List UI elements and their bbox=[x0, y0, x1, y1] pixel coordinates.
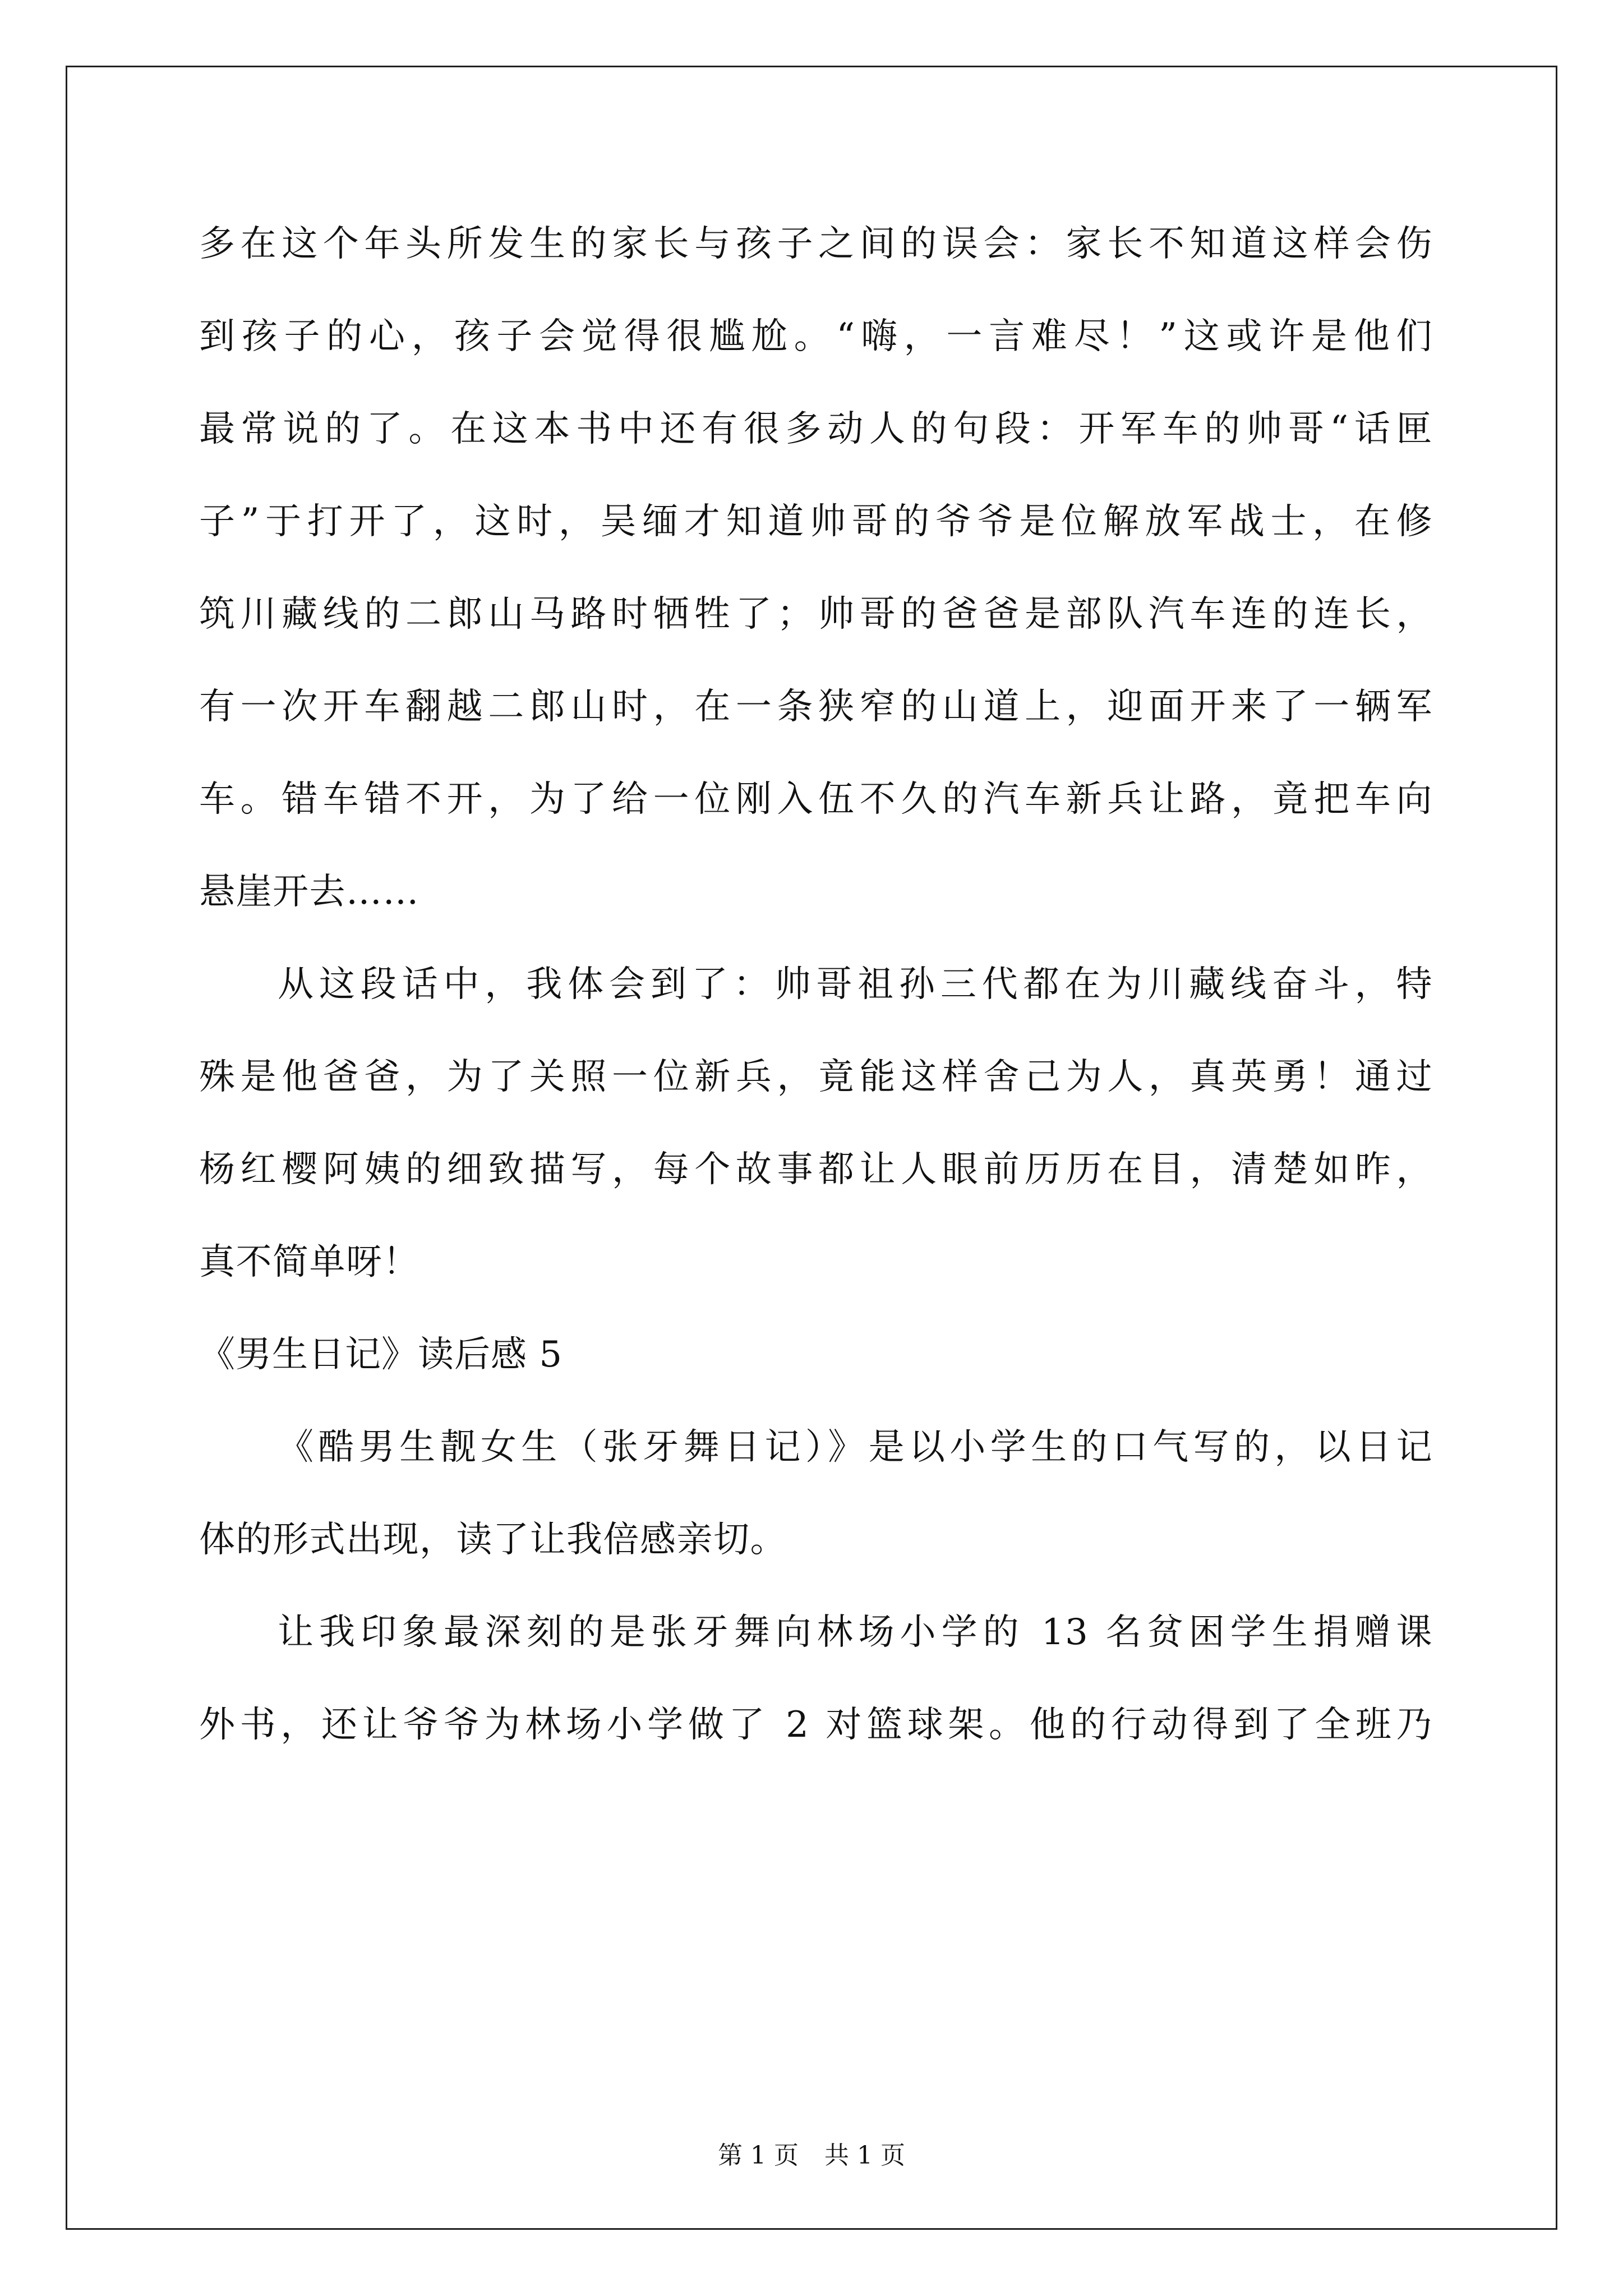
section-heading: 《男生日记》读后感 5 bbox=[199, 1334, 563, 1375]
text-line: 筑川藏线的二郎山马路时牺牲了；帅哥的爸爸是部队汽车连的连长， bbox=[199, 593, 1433, 635]
text-line: 到孩子的心，孩子会觉得很尴尬。“嗨，一言难尽！”这或许是他们 bbox=[199, 316, 1433, 357]
text-line: 有一次开车翻越二郎山时，在一条狭窄的山道上，迎面开来了一辆军 bbox=[199, 686, 1433, 728]
text-line: 真不简单呀！ bbox=[199, 1241, 419, 1283]
page-footer bbox=[0, 2140, 1623, 2171]
text-line: 车。错车错不开，为了给一位刚入伍不久的汽车新兵让路，竟把车向 bbox=[199, 779, 1433, 820]
text-line: 悬崖开去…… bbox=[199, 871, 419, 913]
text-line: 殊是他爸爸，为了关照一位新兵，竟能这样舍己为人，真英勇！通过 bbox=[199, 1056, 1433, 1098]
text-line: 多在这个年头所发生的家长与孩子之间的误会：家长不知道这样会伤 bbox=[199, 223, 1433, 265]
text-line: 杨红樱阿姨的细致描写，每个故事都让人眼前历历在目，清楚如昨， bbox=[199, 1149, 1433, 1190]
paragraph-first-line: 《酷男生靓女生（张牙舞日记）》是以小学生的口气写的，以日记 bbox=[278, 1427, 1433, 1468]
text-line: 体的形式出现，读了让我倍感亲切。 bbox=[199, 1519, 787, 1561]
text-line: 外书，还让爷爷为林场小学做了 2 对篮球架。他的行动得到了全班乃 bbox=[199, 1704, 1433, 1746]
paragraph-first-line: 从这段话中，我体会到了：帅哥祖孙三代都在为川藏线奋斗，特 bbox=[278, 964, 1433, 1005]
text-line: 最常说的了。在这本书中还有很多动人的句段：开军车的帅哥“话匣 bbox=[199, 408, 1433, 450]
page-number-total: 共 1 页 bbox=[824, 2141, 905, 2170]
page-number-current: 第 1 页 bbox=[718, 2141, 799, 2170]
paragraph-first-line: 让我印象最深刻的是张牙舞向林场小学的 13 名贫困学生捐赠课 bbox=[278, 1612, 1433, 1653]
text-line: 子”于打开了，这时，吴缅才知道帅哥的爷爷是位解放军战士，在修 bbox=[199, 501, 1433, 542]
